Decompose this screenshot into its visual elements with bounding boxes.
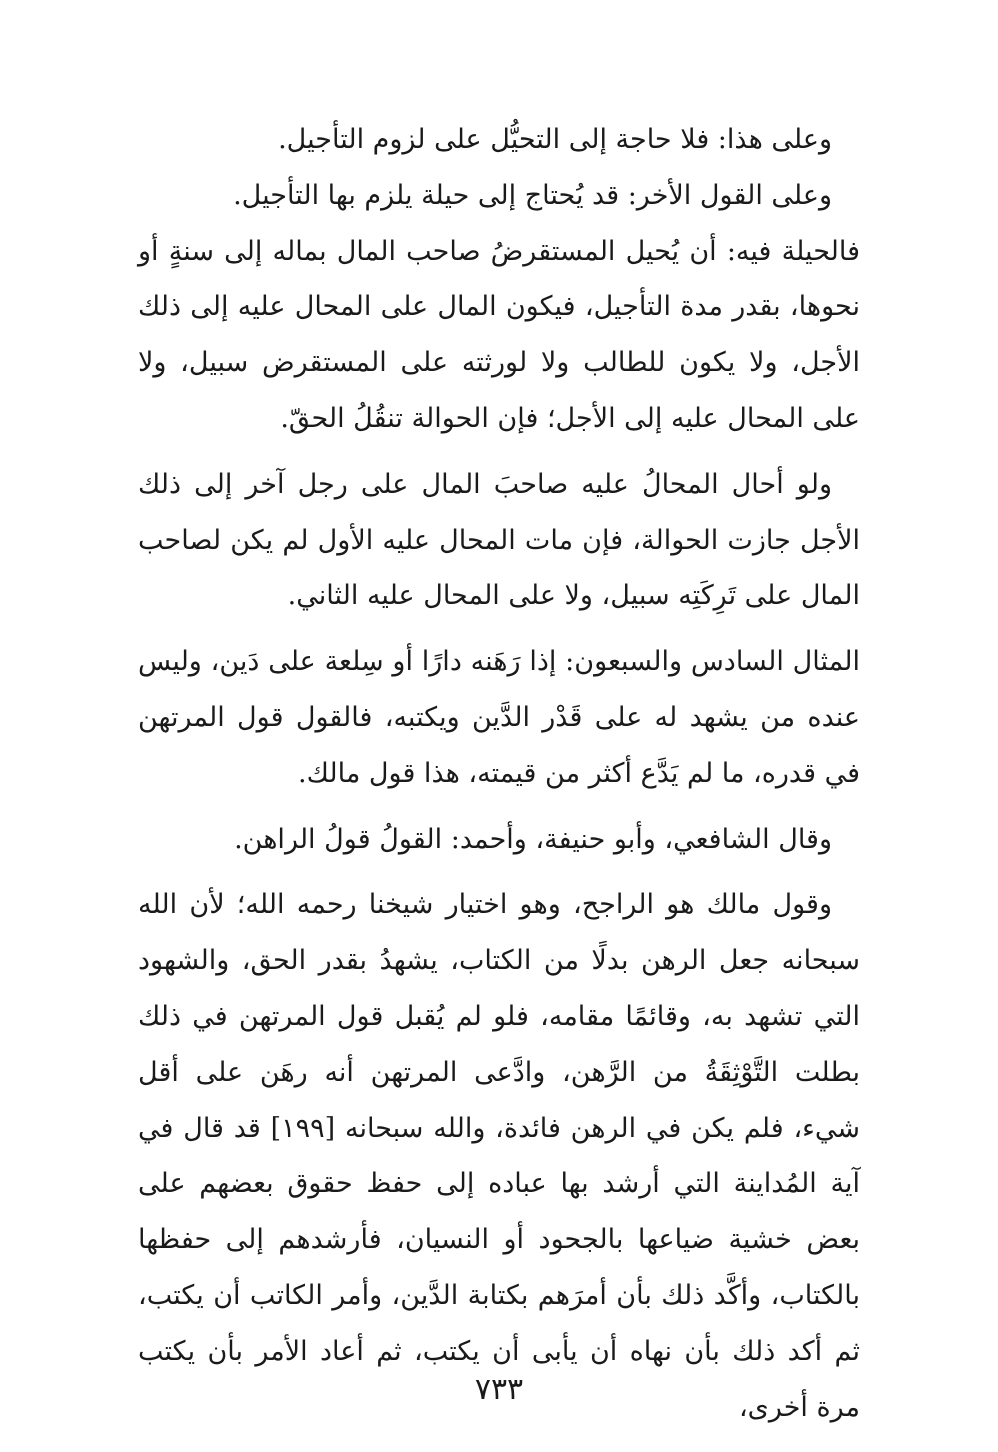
paragraph: وقال الشافعي، وأبو حنيفة، وأحمد: القولُ قولُ الراهن. [234,823,832,855]
body-text [138,112,860,1435]
paragraph: وعلى القول الأخر: قد يُحتاج إلى حيلة يلزم بها التأجيل. [233,179,832,211]
paragraph-heading-example-76: المثال السادس والسبعون: إذا رَهَنه دارًا أو سِلعة على دَين، وليس عنده من يشهد له على قَدْر الدَّين ويكتبه، فالقول قول المرتهن في قدره، ما لم يَدَّع أكثر من قيمته، هذا قول مالك. [138,646,860,789]
paragraph: وقول مالك هو الراجح، وهو اختيار شيخنا رحمه الله؛ لأن الله سبحانه جعل الرهن بدلًا من الكتاب، يشهدُ بقدر الحق، والشهود التي تشهد به، وقائمًا مقامه، فلو لم يُقبل قول المرتهن في ذلك بطلت التَّوْثِقَةُ من الرَّهن، وادَّعى المرتهن أنه رهَن على أقل شيء، فلم يكن في الرهن فائدة، والله سبحانه [١٩٩] قد قال في آية المُداينة التي أرشد بها عباده إلى حفظ حقوق بعضهم على بعض خشية ضياعها بالجحود أو النسيان، فأرشدهم إلى حفظها بالكتاب، وأكَّد ذلك بأن أمرَهم بكتابة الدَّين، وأمر الكاتب أن يكتب، ثم أكد ذلك بأن نهاه أن يأبى أن يكتب، ثم أعاد الأمر بأن يكتب مرة أخرى، [138,889,860,1423]
paragraph: ولو أحال المحالُ عليه صاحبَ المال على رجل آخر إلى ذلك الأجل جازت الحوالة، فإن مات المحال عليه الأول لم يكن لصاحب المال على تَرِكَتِه سبيل، ولا على المحال عليه الثاني. [138,468,860,612]
paragraph: وعلى هذا: فلا حاجة إلى التحيُّل على لزوم التأجيل. [278,124,832,155]
page-number: ٧٣٣ [474,1372,524,1407]
paragraph: فالحيلة فيه: أن يُحيل المستقرضُ صاحب المال بماله إلى سنةٍ أو نحوها، بقدر مدة التأجيل، فيكون المال على المحال عليه إلى ذلك الأجل، ولا يكون للطالب ولا لورثته على المستقرض سبيل، ولا على المحال عليه إلى الأجل؛ فإن الحوالة تنقُلُ الحقّ. [138,235,860,434]
